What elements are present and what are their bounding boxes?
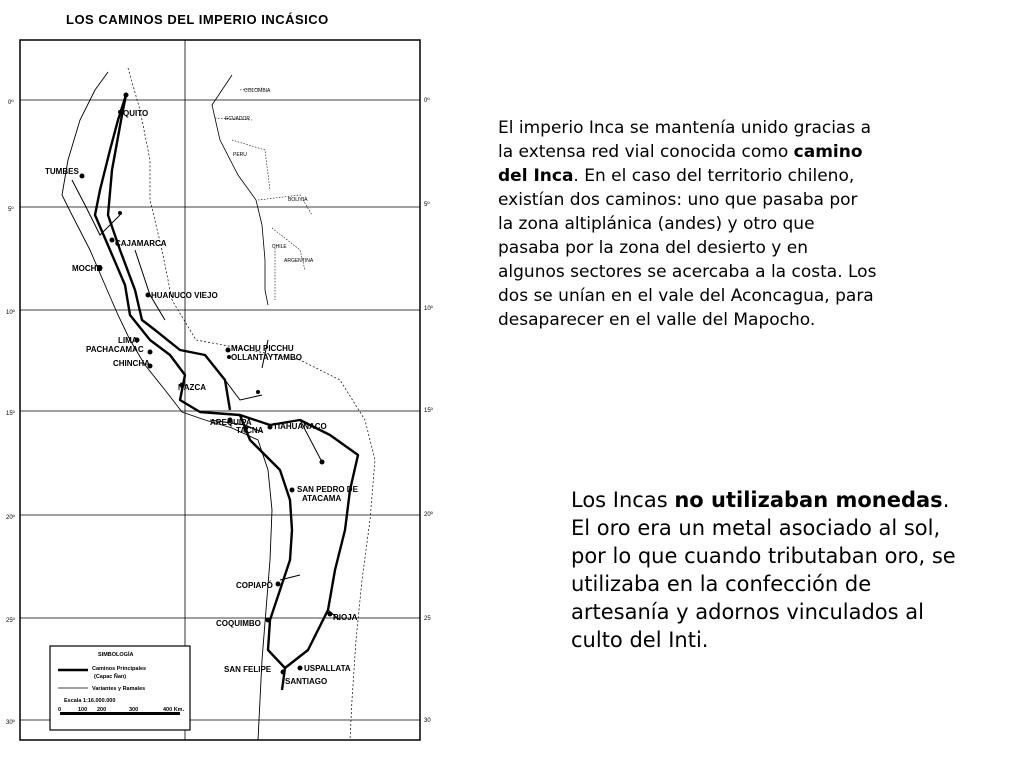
city-markers (80, 93, 333, 675)
lat-label-right: 20º (424, 512, 433, 518)
city-label-atacama: ATACAMA (302, 494, 342, 503)
paragraph-inca-currency (571, 486, 971, 654)
lat-label-left: 5º (8, 207, 14, 213)
lat-label-right: 0º (424, 98, 430, 104)
coastline (62, 72, 272, 740)
inset-label-colombia: COLOMBIA (244, 88, 271, 94)
city-label-nazca: NAZCA (178, 383, 206, 392)
city-label-machu-picchu: MACHU PICCHU (231, 344, 294, 353)
scale-tick: 300 (129, 707, 139, 713)
legend-branches: Variantes y Ramales (92, 686, 146, 692)
p1-text-a: El imperio Inca se mantenía unido gracias a la extensa red vial conocida como (498, 118, 872, 162)
lat-label-right: 10º (424, 306, 433, 312)
inset-label-argentina: ARGENTINA (284, 258, 314, 264)
inset-label-peru: PERU (233, 152, 247, 158)
main-roads (95, 95, 358, 690)
inset-map (212, 75, 314, 305)
lat-label-right: 30 (424, 718, 431, 724)
city-label-tacna: TACNA (236, 426, 264, 435)
lat-label-left: 20º (6, 515, 15, 521)
map-legend (50, 646, 190, 730)
inset-label-bolivia: BOLIVIA (288, 197, 308, 203)
p1-bold: camino del Inca (498, 142, 863, 186)
paragraph-inca-roads (498, 116, 878, 332)
legend-main-roads: Caminos Principales (92, 666, 147, 672)
p2-text-c: . El oro era un metal asociado al sol, por lo que cuando tributaban oro, se utilizaba en la confección de artesanía y adornos vinculados al culto del Inti. (571, 488, 956, 652)
map-frame (20, 40, 420, 740)
scale-tick: 200 (97, 707, 107, 713)
city-label-quito: QUITO (123, 109, 149, 118)
lat-label-left: 15º (6, 411, 15, 417)
lat-label-right: 15º (424, 408, 433, 414)
city-label-coquimbo: COQUIMBO (216, 619, 261, 628)
legend-title: SIMBOLOGÍA (98, 652, 134, 658)
city-label-tumbes: TUMBES (45, 167, 79, 176)
lat-label-left: 30º (6, 720, 15, 726)
city-label-uspallata: USPALLATA (304, 664, 351, 673)
p1-text-c: . En el caso del territorio chileno, existían dos caminos: uno que pasaba por la zona altiplánica (andes) y otro que pasaba por la zona del desierto y en algunos sectores se acercaba a la costa. Los dos se unían en el vale del Aconcagua, para desaparecer en el valle del Mapocho. (498, 166, 877, 330)
city-label-lima: LIMA (118, 336, 138, 345)
scale-tick: 100 (78, 707, 88, 713)
eastern-border (128, 68, 375, 740)
city-label-cajamarca: CAJAMARCA (115, 239, 167, 248)
latitude-labels-right (424, 97, 434, 724)
map-grid (20, 40, 420, 740)
city-label-pachacamac: PACHACAMAC (86, 345, 144, 354)
inset-coast (212, 75, 268, 305)
lat-label-right: 25 (424, 616, 431, 622)
map-title: LOS CAMINOS DEL IMPERIO INCÁSICO (66, 12, 329, 27)
city-label-santiago: SANTIAGO (285, 677, 328, 686)
lat-label-right: 5º (424, 202, 430, 208)
legend-main-roads-sub: (Capac Ñan) (94, 674, 127, 680)
scale-tick: 400 Km. (163, 707, 185, 713)
legend-scale: Escala 1:16.000.000 (64, 698, 116, 704)
scale-tick: 0 (58, 707, 62, 713)
lat-label-left: 0º (8, 100, 14, 106)
inset-label-ecuador: ECUADOR (225, 116, 251, 122)
city-label-san-pedro: SAN PEDRO DE (297, 485, 358, 494)
lat-label-left: 10º (6, 310, 15, 316)
latitude-labels-left (6, 99, 16, 726)
road-branches (72, 180, 340, 620)
p2-bold: no utilizaban monedas (674, 488, 943, 512)
p2-text-a: Los Incas (571, 488, 675, 512)
city-label-ollantaytambo: OLLANTAYTAMBO (231, 353, 302, 362)
city-label-chincha: CHINCHA (113, 359, 150, 368)
city-label-copiapo: COPIAPÓ (236, 581, 273, 590)
city-label-huanuco-viejo: HUANUCO VIEJO (151, 291, 218, 300)
city-label-san-felipe: SAN FELIPE (224, 665, 272, 674)
city-label-rioja: RIOJA (333, 613, 358, 622)
city-labels (45, 109, 359, 686)
inset-label-chile: CHILE (272, 244, 287, 250)
city-label-tiahuanaco: TIAHUANACO (273, 422, 327, 431)
city-label-moche: MOCHE (72, 264, 102, 273)
lat-label-left: 25º (6, 618, 15, 624)
city-label-arequipa: AREQUIPA (210, 418, 252, 427)
